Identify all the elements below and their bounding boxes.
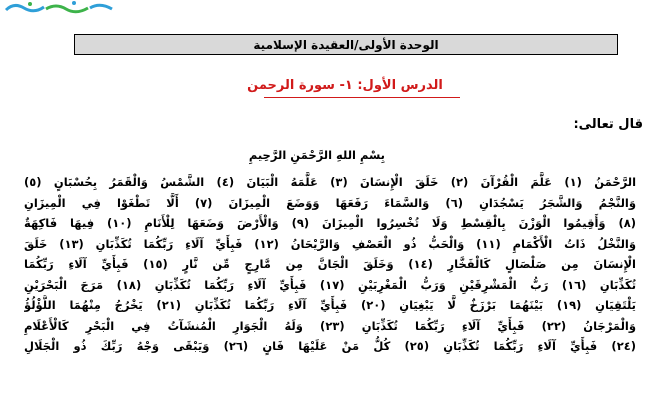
- lesson-title-underline: [264, 97, 460, 98]
- unit-title-box: [74, 34, 618, 55]
- verse-line: وَالْمَرْجَانُ (٢٢) فَبِأَيِّ آلَاءِ رَبِّكُمَا تُكَذِّبَانِ (٢٣) وَلَهُ الْجَوَارِ الْمُنشَآتُ فِي الْبَحْرِ كَالْأَعْلَامِ: [24, 318, 636, 333]
- site-logo-icon: [0, 0, 118, 16]
- basmala: بِسْمِ اللهِ الرَّحْمَنِ الرَّحِيمِ: [248, 148, 385, 162]
- verse-line: الْإِنسَانَ مِن صَلْصَالٍ كَالْفَخَّارِ (١٤) وَخَلَقَ الْجَانَّ مِن مَّارِجٍ مِّن نَّارٍ (١٥) فَبِأَيِّ آلَاءِ رَبِّكُمَا: [24, 257, 636, 271]
- verse-line: (٨) وَأَقِيمُوا الْوَزْنَ بِالْقِسْطِ وَلَا تُخْسِرُوا الْمِيزَانَ (٩) وَالْأَرْضَ وَضَعَهَا لِلْأَنَامِ (١٠) فِيهَا فَاكِهَةٌ: [24, 216, 636, 230]
- verse-line: (٢٤) فَبِأَيِّ آلَاءِ رَبِّكُمَا تُكَذِّبَانِ (٢٥) كُلُّ مَنْ عَلَيْهَا فَانٍ (٢٦) وَيَبْقَى وَجْهُ رَبِّكَ ذُو الْجَلَالِ: [24, 339, 636, 353]
- verse-line: يَلْتَقِيَانِ (١٩) بَيْنَهُمَا بَرْزَخٌ لَّا يَبْغِيَانِ (٢٠) فَبِأَيِّ آلَاءِ رَبِّكُمَا تُكَذِّبَانِ (٢١) يَخْرُجُ مِنْهُمَا اللُّؤْلُؤُ: [24, 298, 636, 312]
- verse-line: وَالنَّجْمُ وَالشَّجَرُ يَسْجُدَانِ (٦) وَالسَّمَاءَ رَفَعَهَا وَوَضَعَ الْمِيزَانَ (٧) أَلَّا تَطْغَوْا فِي الْمِيزَانِ: [24, 195, 636, 210]
- unit-title: الوحدة الأولى/العقيدة الإسلامية: [253, 37, 439, 52]
- said-label: قال تعالى:: [573, 117, 643, 132]
- lesson-title: الدرس الأول: ١- سورة الرحمن: [247, 78, 443, 93]
- verse-line: تُكَذِّبَانِ (١٦) رَبُّ الْمَشْرِقَيْنِ وَرَبُّ الْمَغْرِبَيْنِ (١٧) فَبِأَيِّ آلَاءِ رَبِّكُمَا تُكَذِّبَانِ (١٨) مَرَجَ الْبَحْرَيْنِ: [24, 277, 636, 292]
- verse-line: الرَّحْمَنُ (١) عَلَّمَ الْقُرْآنَ (٢) خَلَقَ الْإِنسَانَ (٣) عَلَّمَهُ الْبَيَانَ (٤) الشَّمْسُ وَالْقَمَرُ بِحُسْبَانٍ (٥): [24, 175, 636, 189]
- verses-block: [24, 172, 636, 357]
- verse-line: وَالنَّخْلُ ذَاتُ الْأَكْمَامِ (١١) وَالْحَبُّ ذُو الْعَصْفِ وَالرَّيْحَانُ (١٢) فَبِأَيِّ آلَاءِ رَبِّكُمَا تُكَذِّبَانِ (١٣) خَلَقَ: [24, 236, 636, 251]
